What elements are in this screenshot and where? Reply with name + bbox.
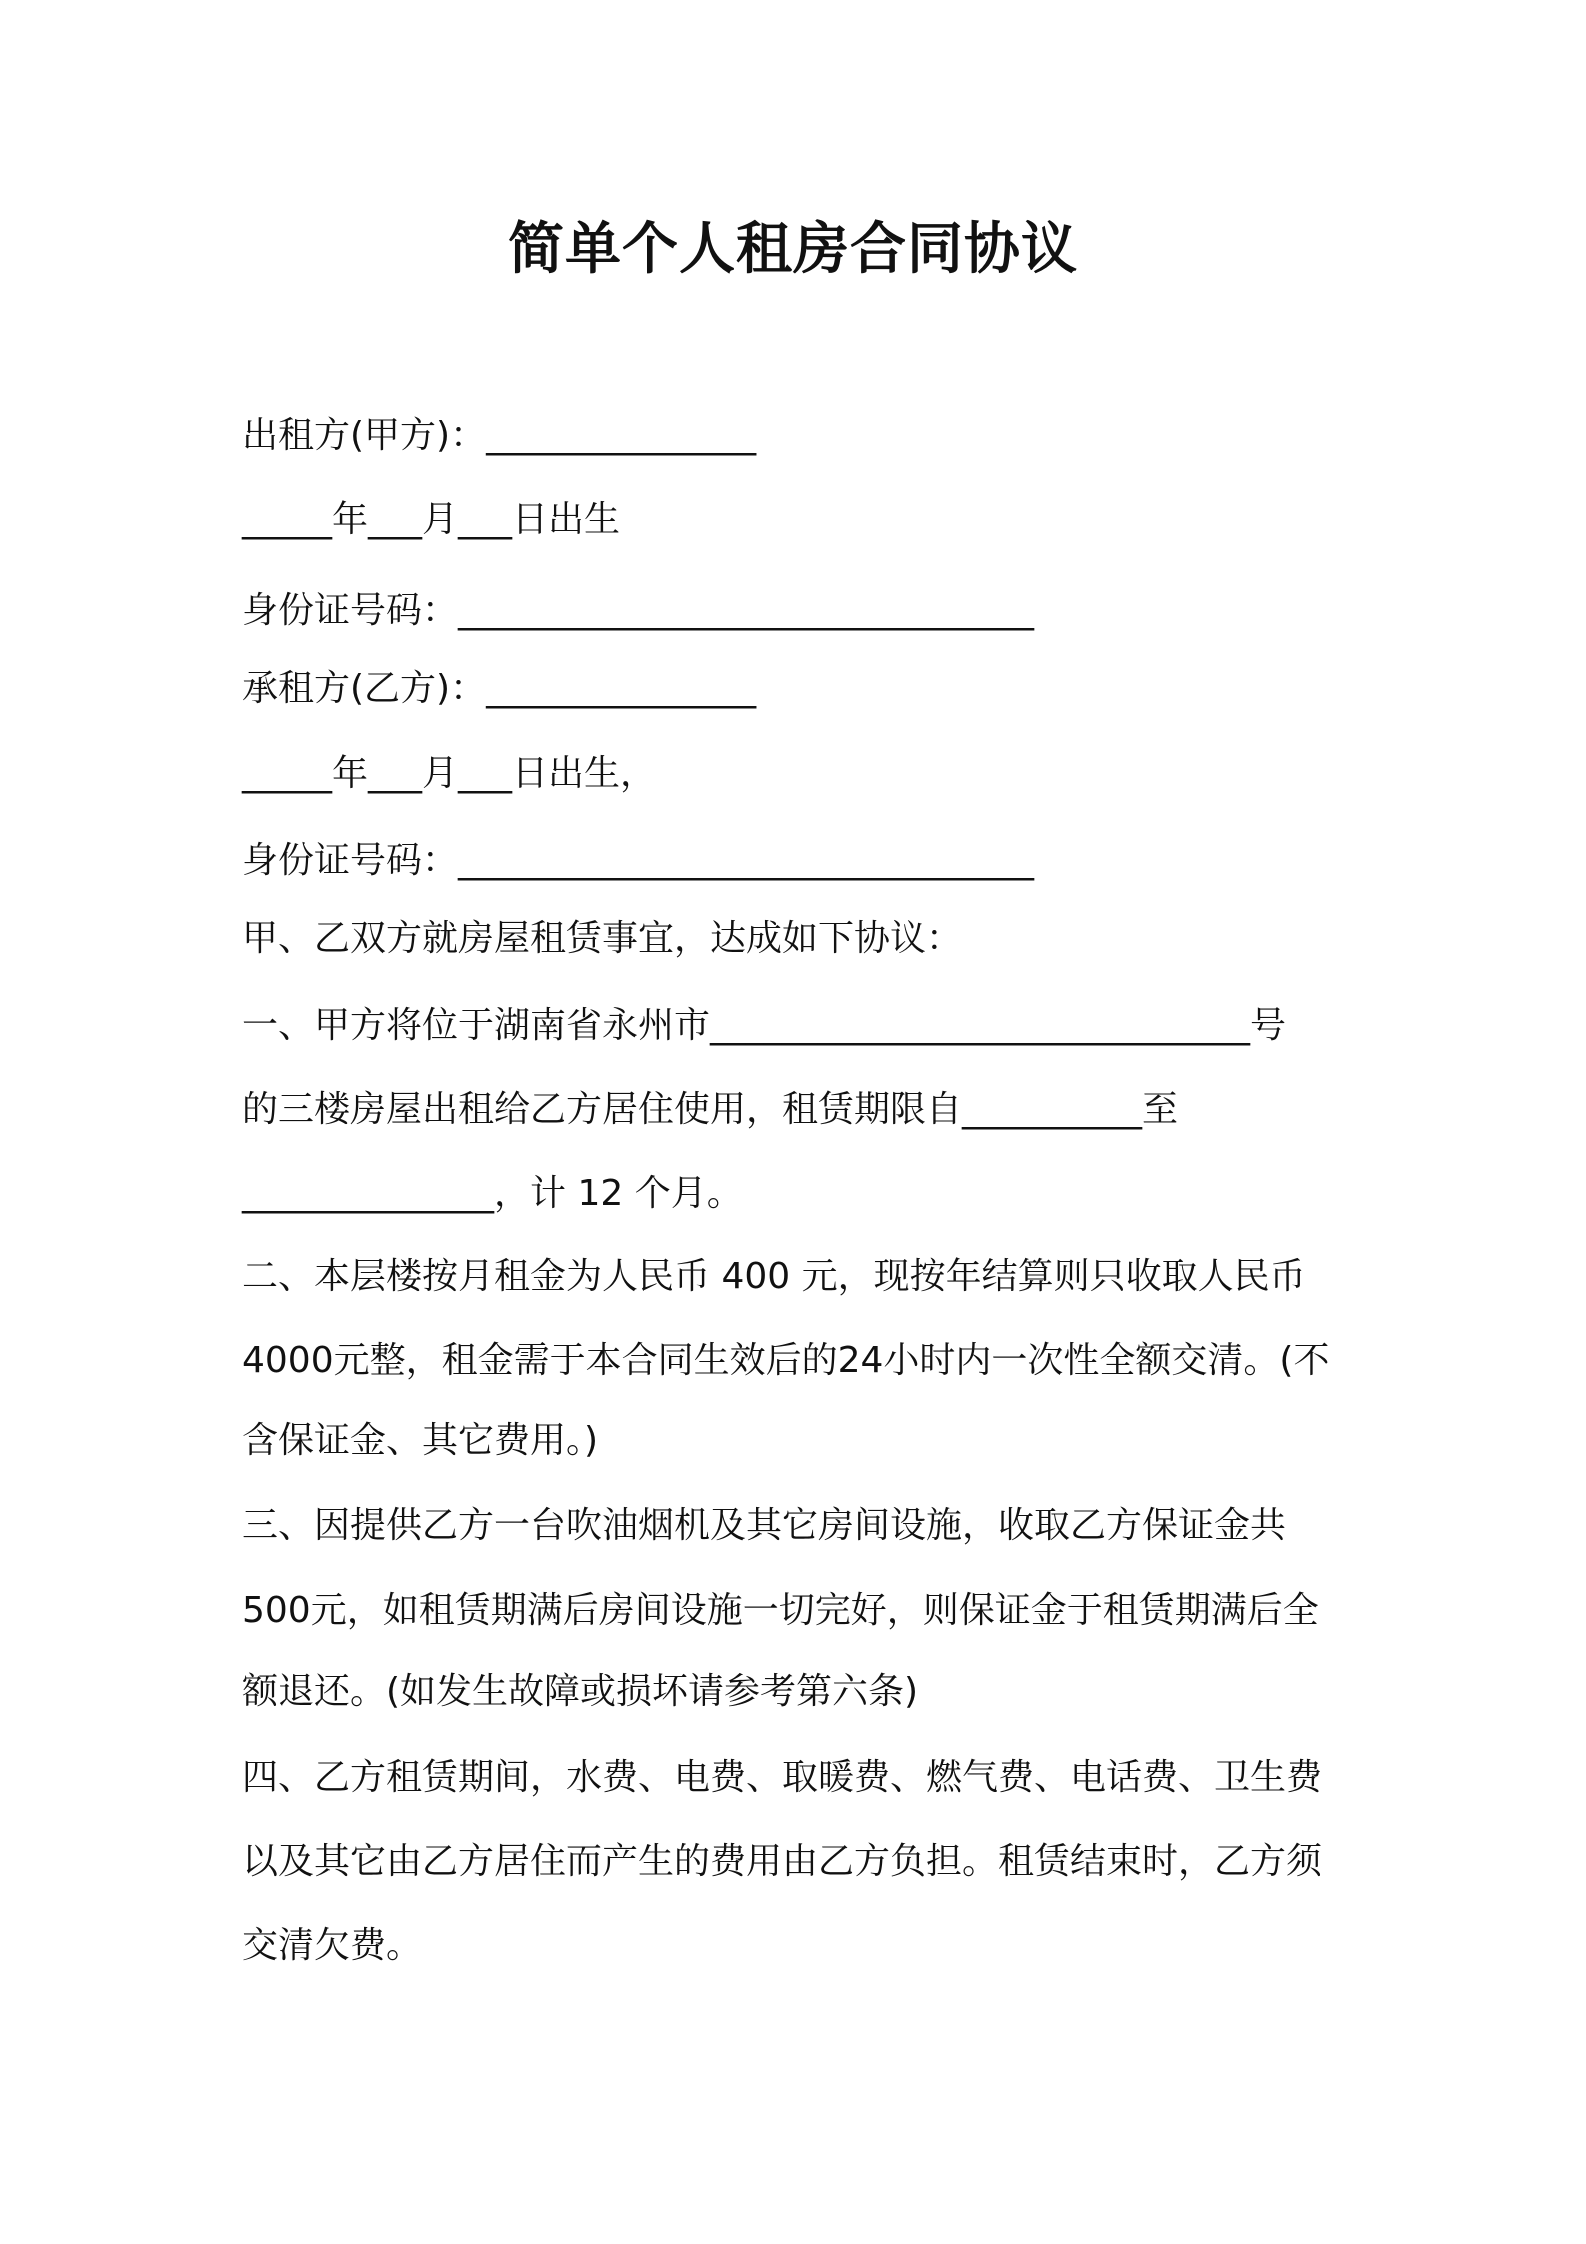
clause-1-line-2: 的三楼房屋出租给乙方居住使用，租赁期限自__________至 — [242, 1089, 1179, 1130]
clause-3-line-2: 500元，如租赁期满后房间设施一切完好，则保证金于租赁期满后全 — [242, 1590, 1319, 1631]
clause-3-line-3: 额退还。(如发生故障或损坏请参考第六条) — [242, 1671, 919, 1712]
tenant-birthdate-line: _____年___月___日出生， — [242, 753, 657, 794]
clause-2-line-2: 4000元整，租金需于本合同生效后的24小时内一次性全额交清。(不 — [242, 1340, 1330, 1381]
document-title: 简单个人租房合同协议 — [508, 217, 1078, 282]
clause-4-line-2: 以及其它由乙方居住而产生的费用由乙方负担。租赁结束时，乙方须 — [242, 1841, 1323, 1882]
landlord-name-line: 出租方(甲方)：_______________ — [242, 415, 757, 456]
landlord-id-line: 身份证号码：________________________________ — [242, 590, 1035, 631]
clause-2-line-3: 含保证金、其它费用。) — [242, 1420, 599, 1461]
clause-4-line-3: 交清欠费。 — [242, 1925, 423, 1966]
clause-2-line-1: 二、本层楼按月租金为人民币 400 元，现按年结算则只收取人民币 — [242, 1256, 1306, 1297]
tenant-id-line: 身份证号码：________________________________ — [242, 840, 1035, 881]
clause-3-line-1: 三、因提供乙方一台吹油烟机及其它房间设施，收取乙方保证金共 — [242, 1505, 1287, 1546]
clause-1-line-3: ______________，计 12 个月。 — [242, 1173, 743, 1214]
landlord-birthdate-line: _____年___月___日出生 — [242, 499, 621, 540]
agreement-intro-line: 甲、乙双方就房屋租赁事宜，达成如下协议： — [242, 918, 963, 959]
tenant-name-line: 承租方(乙方)：_______________ — [242, 668, 757, 709]
clause-1-line-1: 一、甲方将位于湖南省永州市______________________________号 — [242, 1005, 1287, 1046]
clause-4-line-1: 四、乙方租赁期间，水费、电费、取暖费、燃气费、电话费、卫生费 — [242, 1757, 1323, 1798]
